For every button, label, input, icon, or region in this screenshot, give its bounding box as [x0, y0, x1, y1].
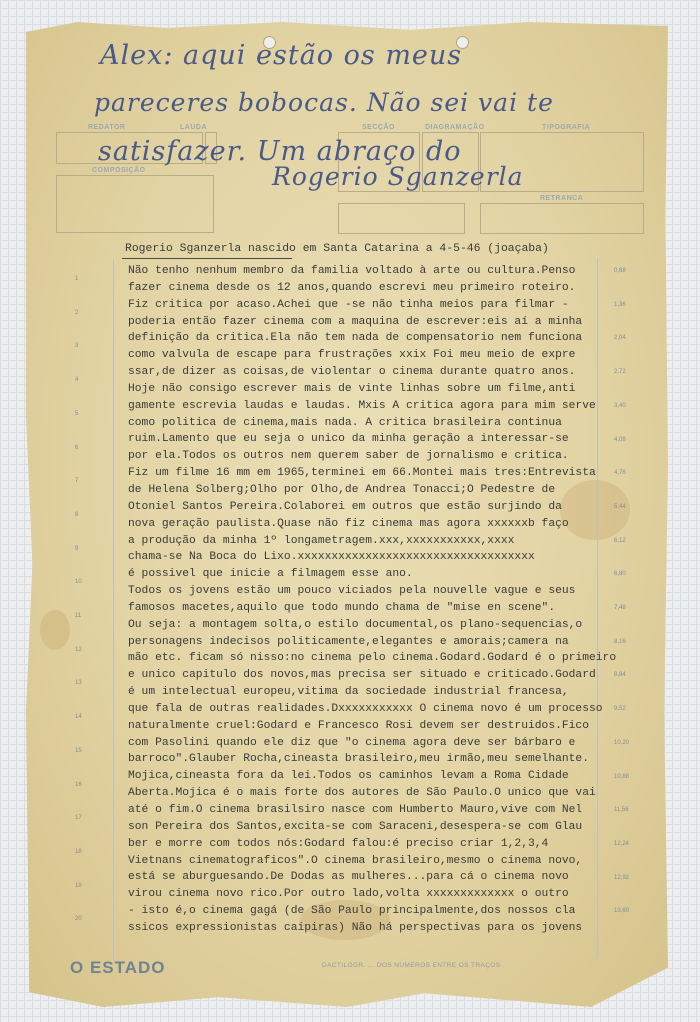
- body-line: barroco".Glauber Rocha,cineasta brasileiro,meu irmão,meu semelhante.: [128, 753, 589, 766]
- line-number: 7: [75, 478, 79, 485]
- body-line: nova geração paulista.Quase não fiz cinema mas agora xxxxxxb faço: [128, 517, 569, 530]
- scale-mark: 0,68: [614, 268, 626, 274]
- retranca-label: RETRANCA: [540, 195, 584, 202]
- handwritten-signature: Rogerio Sganzerla: [272, 162, 524, 191]
- scale-mark: 13,60: [614, 908, 630, 915]
- scale-mark: 3,40: [614, 402, 626, 409]
- body-line: poderia então fazer cinema com a maquina de escrever:eis aí a minha: [128, 315, 583, 328]
- body-line: son Pereira dos Santos,excita-se com Saraceni,desespera-se com Glau: [128, 820, 583, 833]
- line-number: 3: [75, 343, 79, 350]
- line-number: 20: [75, 916, 82, 923]
- body-line: virou cinema novo rico.Por outro lado,volta xxxxxxxxxxxxx o outro: [128, 888, 569, 901]
- retranca-box: [480, 203, 644, 234]
- tipografia-label: TIPOGRAFIA: [542, 124, 591, 131]
- body-line: que fala de outras realidades.Dxxxxxxxxxxx O cinema novo é um processo: [128, 702, 603, 715]
- scale-mark: 1,36: [614, 301, 626, 308]
- body-line: está se aburguesando.De Dodas as mulheres...para cá o cinema novo: [128, 871, 569, 884]
- name-underline: [122, 258, 292, 259]
- body-line: Fiz um filme 16 mm em 1965,terminei em 66.Montei mais tres:Entrevista: [128, 467, 596, 480]
- handwritten-line-3: satisfazer. Um abraço do: [98, 136, 462, 167]
- line-number: 5: [75, 410, 79, 417]
- handwritten-line-2: pareceres bobocas. Não sei vai te: [94, 88, 554, 117]
- body-line: com Pasolini quando ele diz que "o cinema agora deve ser bárbaro e: [128, 736, 576, 749]
- line-number: 2: [75, 309, 79, 316]
- body-line: ssar,de dizer as coisas,de violentar o cinema durante quatro anos.: [128, 366, 576, 379]
- scale-mark: 6,12: [614, 537, 626, 544]
- diagramacao-label: DIAGRAMAÇÃO: [425, 124, 485, 131]
- body-line: Otoniel Santos Pereira.Colaborei em outros que estão surjindo da: [128, 500, 562, 513]
- body-line: naturalmente cruel:Godard e Francesco Rosi devem ser destruidos.Fico: [128, 719, 589, 732]
- body-line: como valvula de escape para frustrações xxix Foi meu meio de expre: [128, 349, 576, 362]
- scale-mark: 12,92: [614, 874, 630, 881]
- line-number: 11: [75, 613, 82, 619]
- body-line: até o fim.O cinema brasilsiro nasce com Humberto Mauro,vive com Nel: [128, 804, 583, 816]
- scale-mark: 6,80: [614, 571, 626, 578]
- line-number: 4: [75, 377, 79, 384]
- body-line: personagens indecisos politicamente,elegantes e amorais;camera na: [128, 635, 569, 648]
- line-number: 6: [75, 444, 79, 451]
- line-number: 18: [75, 848, 82, 855]
- scale-mark: 2,04: [614, 335, 626, 342]
- body-line: - isto é,o cinema gagá (de São Paulo principalmente,dos nossos cla: [128, 905, 576, 918]
- typewritten-body: [128, 263, 617, 937]
- retranca-left-box: [338, 203, 465, 234]
- body-line: Fiz critica por acaso.Achei que -se não tinha meios para filmar -: [128, 298, 569, 311]
- body-line: Vietnans cinematograficos".O cinema brasileiro,mesmo o cinema novo,: [128, 854, 583, 867]
- scale-mark: 8,16: [614, 638, 626, 645]
- body-line: por ela.Todos os outros nem querem saber de jornalismo e critica.: [128, 450, 569, 463]
- body-line: Não tenho nenhum membro da familia voltado à arte ou cultura.Penso: [128, 265, 576, 277]
- body-line: Mojica,cineasta fora da lei.Todos os caminhos levam a Roma Cidade: [128, 770, 569, 783]
- body-line: de Helena Solberg;Olho por Olho,de Andrea Tonacci;O Pedestre de: [128, 483, 556, 496]
- line-number: 16: [75, 781, 82, 788]
- line-number: 15: [75, 747, 82, 754]
- scale-mark: 5,44: [614, 503, 626, 510]
- typed-header: Rogerio Sganzerla nascido em Santa Catarina a 4-5-46 (joaçaba): [125, 243, 549, 255]
- body-line: ssicos expressionistas caipiras) Não há perspectivas para os jovens: [128, 921, 583, 934]
- footer-brand: O ESTADO: [70, 958, 166, 977]
- body-line: Aberta.Mojica é o mais forte dos autores de São Paulo.O unico que vai: [128, 787, 596, 800]
- scale-mark: 7,48: [614, 605, 626, 611]
- body-line: Hoje não consigo escrever mais de vinte linhas sobre um filme,anti: [128, 382, 576, 395]
- scale-mark: 12,24: [614, 840, 630, 847]
- line-number: 12: [75, 646, 82, 653]
- body-line: chama-se Na Boca do Lixo.xxxxxxxxxxxxxxxxxxxxxxxxxxxxxxxxxxx: [128, 551, 535, 564]
- scale-mark: 9,52: [614, 706, 626, 713]
- scale-mark: 4,76: [614, 470, 626, 477]
- line-number: 9: [75, 545, 79, 552]
- scale-mark: 11,56: [614, 807, 629, 814]
- body-line: Ou seja: a montagem solta,o estilo documental,os plano-sequencias,o: [128, 618, 583, 631]
- footer-note: DACTILOGR. ... DOS NUMEROS ENTRE OS TRAÇOS: [322, 962, 501, 969]
- lauda-label: LAUDA: [180, 124, 207, 131]
- body-line: e unico capitulo dos novos,mas precisa ser situado e criticado.Godard: [128, 669, 596, 682]
- left-margin-rule: [113, 260, 114, 960]
- body-line: famosos macetes,aquilo que todo mundo chama de "mise en scene".: [128, 601, 556, 614]
- scale-mark: 2,72: [614, 369, 626, 376]
- handwritten-line-1: Alex: aqui estão os meus: [100, 40, 463, 71]
- redator-label: REDATOR: [88, 124, 126, 131]
- line-number: 13: [75, 680, 82, 687]
- body-line: a produção da minha 1º longametragem.xxx,xxxxxxxxxxx,xxxx: [128, 534, 515, 547]
- body-line: é um intelectual europeu,vitima da sociedade industrial francesa,: [128, 686, 569, 699]
- body-line: mão etc. ficam só nisso:no cinema pelo cinema.Godard.Godard é o primeiro: [128, 652, 617, 665]
- body-line: fazer cinema desde os 12 anos,quando escrevi meu primeiro roteiro.: [128, 281, 576, 294]
- scale-mark: 10,20: [614, 739, 630, 746]
- body-line: ruim.Lamento que eu seja o unico da minha geração a interessar-se: [128, 433, 569, 446]
- line-number: 10: [75, 579, 82, 586]
- scale-mark: 8,84: [614, 672, 626, 679]
- body-line: é possivel que inicie a filmagem esse ano.: [128, 568, 413, 581]
- scale-mark: 4,08: [614, 436, 626, 443]
- line-number: 8: [75, 511, 79, 518]
- body-line: gamente escrevia laudas e laudas. Mxis A critica agora para mim serve: [128, 399, 596, 412]
- stain: [40, 610, 70, 650]
- composicao-label: COMPOSIÇÃO: [92, 167, 146, 174]
- line-number: 19: [75, 882, 82, 889]
- body-line: ber e morre com todos nós:Godard falou:é preciso criar 1,2,3,4: [128, 837, 549, 850]
- secao-label: SECÇÃO: [362, 124, 395, 131]
- composicao-box: [56, 175, 214, 233]
- line-number: 14: [75, 714, 82, 721]
- line-number: 1: [75, 276, 79, 282]
- line-number: 17: [75, 815, 82, 822]
- body-line: definição da critica.Ela não tem nada de compensatorio nem funciona: [128, 332, 583, 345]
- scale-mark: 10,88: [614, 773, 630, 780]
- body-line: como politica de cinema,mais nada. A critica brasileira continua: [128, 416, 562, 429]
- body-line: Todos os jovens estão um pouco viciados pela nouvelle vague e seus: [128, 585, 576, 598]
